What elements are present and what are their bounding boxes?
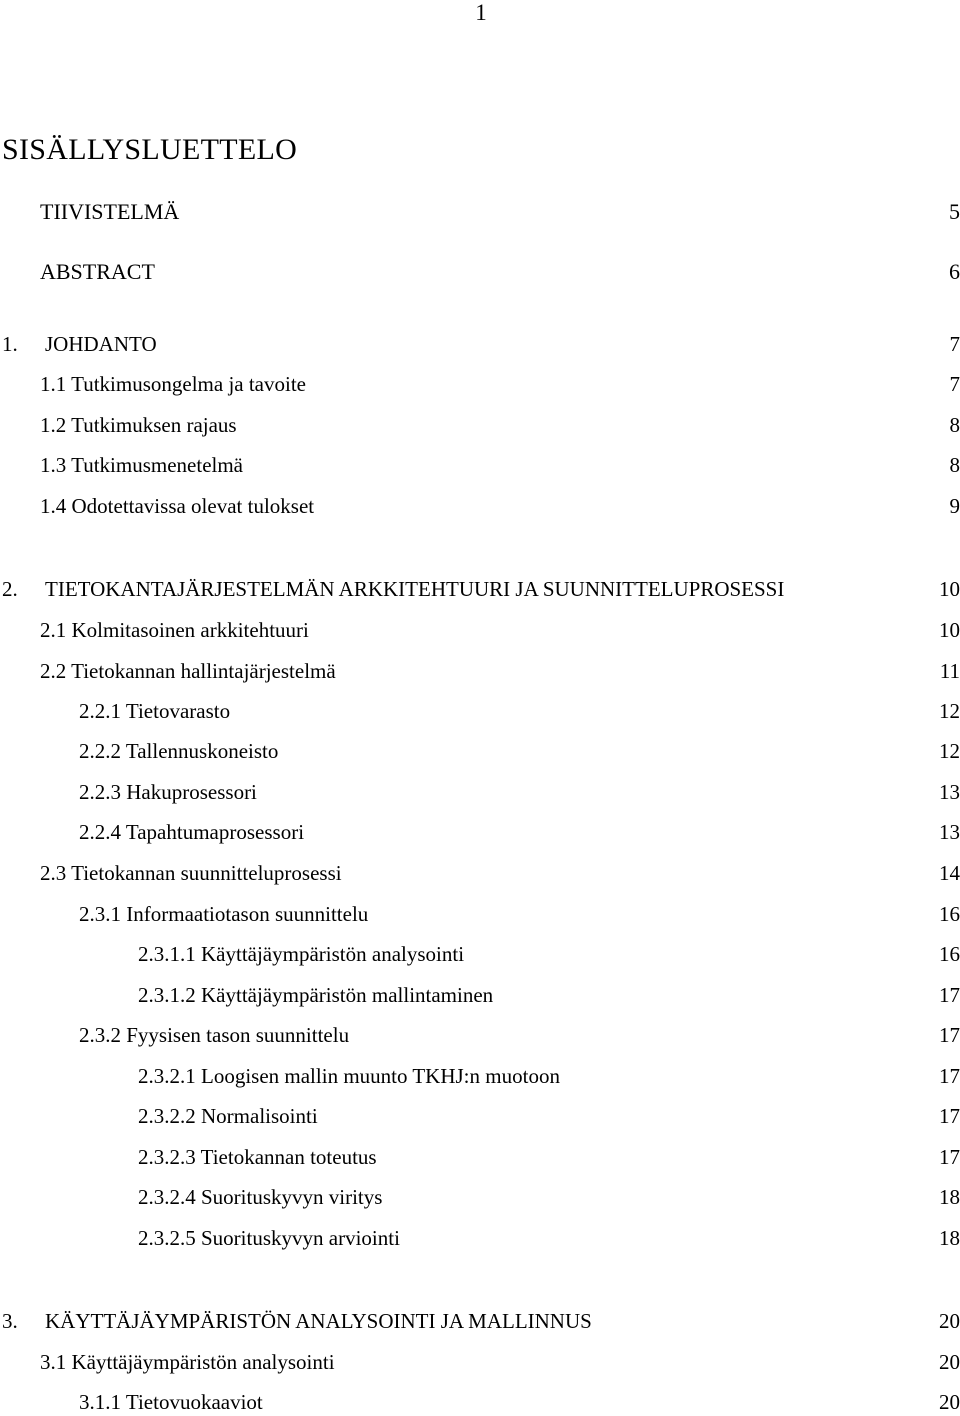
toc-entry-page: 9 xyxy=(950,492,960,520)
toc-entry-number: 2. xyxy=(2,575,18,603)
toc-entry-page: 12 xyxy=(939,697,960,725)
toc-entry-tiivistelma[interactable] xyxy=(0,198,960,226)
toc-entry-1-3[interactable] xyxy=(0,451,960,479)
toc-entry-title: 2.1 Kolmitasoinen arkkitehtuuri xyxy=(40,616,309,644)
toc-entry-2-2[interactable] xyxy=(0,657,960,685)
toc-entry-number: 3. xyxy=(2,1307,18,1335)
toc-entry-page: 17 xyxy=(939,981,960,1009)
toc-entry-page: 7 xyxy=(950,330,960,358)
toc-entry-page: 17 xyxy=(939,1102,960,1130)
toc-entry-title: 2.2 Tietokannan hallintajärjestelmä xyxy=(40,657,336,685)
toc-entry-2-1[interactable] xyxy=(0,616,960,644)
page-number: 1 xyxy=(466,0,496,26)
toc-entry-2-2-3[interactable] xyxy=(0,778,960,806)
toc-entry-title: TIIVISTELMÄ xyxy=(40,198,179,226)
toc-entry-2-3[interactable] xyxy=(0,859,960,887)
toc-entry-page: 7 xyxy=(950,370,960,398)
toc-entry-title: 3.1 Käyttäjäympäristön analysointi xyxy=(40,1348,335,1376)
toc-entry-title: 2.2.1 Tietovarasto xyxy=(79,697,230,725)
toc-entry-title: JOHDANTO xyxy=(45,330,157,358)
toc-entry-title: 2.3.1.2 Käyttäjäympäristön mallintaminen xyxy=(138,981,493,1009)
toc-entry-2-3-2[interactable] xyxy=(0,1021,960,1049)
toc-entry-title: 2.3.1 Informaatiotason suunnittelu xyxy=(79,900,368,928)
toc-entry-number: 1. xyxy=(2,330,18,358)
toc-entry-title: 1.2 Tutkimuksen rajaus xyxy=(40,411,237,439)
toc-entry-page: 20 xyxy=(939,1348,960,1376)
toc-entry-2-3-2-1[interactable] xyxy=(0,1062,960,1090)
toc-entry-title: 2.3.2.3 Tietokannan toteutus xyxy=(138,1143,377,1171)
toc-entry-page: 18 xyxy=(939,1183,960,1211)
toc-entry-2-3-1-2[interactable] xyxy=(0,981,960,1009)
toc-entry-2-3-1[interactable] xyxy=(0,900,960,928)
toc-entry-title: 2.3.2.5 Suorituskyvyn arviointi xyxy=(138,1224,400,1252)
toc-entry-title: 2.3.2.1 Loogisen mallin muunto TKHJ:n muotoon xyxy=(138,1062,560,1090)
toc-entry-3-1-1[interactable] xyxy=(0,1388,960,1416)
toc-entry-title: 2.3.1.1 Käyttäjäympäristön analysointi xyxy=(138,940,464,968)
toc-entry-page: 13 xyxy=(939,818,960,846)
toc-entry-title: 1.4 Odotettavissa olevat tulokset xyxy=(40,492,314,520)
toc-title: SISÄLLYSLUETTELO xyxy=(2,133,297,167)
toc-entry-page: 17 xyxy=(939,1021,960,1049)
toc-entry-page: 10 xyxy=(939,616,960,644)
toc-entry-page: 18 xyxy=(939,1224,960,1252)
toc-entry-title: KÄYTTÄJÄYMPÄRISTÖN ANALYSOINTI JA MALLINNUS xyxy=(45,1307,592,1335)
toc-entry-page: 11 xyxy=(940,657,960,685)
toc-entry-1-1[interactable] xyxy=(0,370,960,398)
toc-entry-chapter-3[interactable] xyxy=(0,1307,960,1335)
toc-entry-page: 13 xyxy=(939,778,960,806)
toc-entry-2-3-1-1[interactable] xyxy=(0,940,960,968)
toc-entry-1-4[interactable] xyxy=(0,492,960,520)
toc-entry-title: TIETOKANTAJÄRJESTELMÄN ARKKITEHTUURI JA SUUNNITTELUPROSESSI xyxy=(45,575,784,603)
toc-entry-page: 17 xyxy=(939,1143,960,1171)
toc-entry-title: 2.2.2 Tallennuskoneisto xyxy=(79,737,278,765)
toc-entry-page: 16 xyxy=(939,900,960,928)
toc-entry-3-1[interactable] xyxy=(0,1348,960,1376)
toc-entry-2-2-2[interactable] xyxy=(0,737,960,765)
toc-entry-page: 5 xyxy=(949,198,960,226)
toc-entry-2-3-2-3[interactable] xyxy=(0,1143,960,1171)
toc-entry-2-3-2-4[interactable] xyxy=(0,1183,960,1211)
toc-entry-page: 12 xyxy=(939,737,960,765)
toc-entry-chapter-1[interactable] xyxy=(0,330,960,358)
toc-entry-title: 3.1.1 Tietovuokaaviot xyxy=(79,1388,263,1416)
toc-entry-page: 8 xyxy=(950,451,960,479)
toc-entry-title: 1.1 Tutkimusongelma ja tavoite xyxy=(40,370,306,398)
toc-entry-page: 8 xyxy=(950,411,960,439)
toc-entry-2-2-1[interactable] xyxy=(0,697,960,725)
toc-entry-2-3-2-2[interactable] xyxy=(0,1102,960,1130)
toc-entry-1-2[interactable] xyxy=(0,411,960,439)
toc-entry-page: 6 xyxy=(949,258,960,286)
toc-entry-title: 2.3.2.2 Normalisointi xyxy=(138,1102,318,1130)
toc-entry-page: 20 xyxy=(939,1307,960,1335)
toc-entry-title: 1.3 Tutkimusmenetelmä xyxy=(40,451,243,479)
toc-entry-chapter-2[interactable] xyxy=(0,575,960,603)
toc-entry-2-3-2-5[interactable] xyxy=(0,1224,960,1252)
toc-entry-title: ABSTRACT xyxy=(40,258,155,286)
toc-entry-title: 2.2.4 Tapahtumaprosessori xyxy=(79,818,304,846)
toc-entry-2-2-4[interactable] xyxy=(0,818,960,846)
toc-entry-title: 2.3 Tietokannan suunnitteluprosessi xyxy=(40,859,342,887)
toc-entry-page: 16 xyxy=(939,940,960,968)
toc-entry-page: 10 xyxy=(939,575,960,603)
toc-entry-page: 14 xyxy=(939,859,960,887)
toc-entry-title: 2.3.2 Fyysisen tason suunnittelu xyxy=(79,1021,349,1049)
toc-entry-title: 2.3.2.4 Suorituskyvyn viritys xyxy=(138,1183,382,1211)
toc-entry-page: 17 xyxy=(939,1062,960,1090)
toc-entry-page: 20 xyxy=(939,1388,960,1416)
toc-entry-abstract[interactable] xyxy=(0,258,960,286)
toc-entry-title: 2.2.3 Hakuprosessori xyxy=(79,778,257,806)
